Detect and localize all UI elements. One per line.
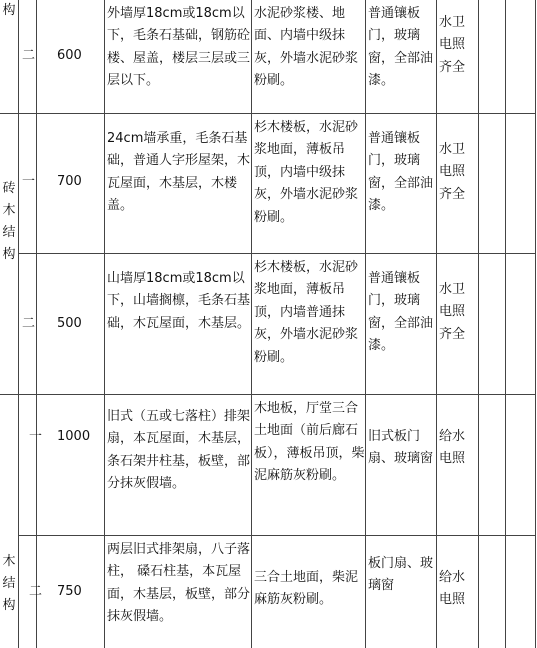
utilities-cell: 水卫电照齐全: [439, 282, 466, 342]
table-vline: [18, 0, 19, 648]
cost-cell: 500: [57, 316, 82, 331]
structure-cell: 旧式（五或七落柱）排架扇，本瓦屋面，木基层，条石架井柱基，板壁，部分抹灰假墙。: [107, 409, 251, 492]
table-vline: [104, 0, 105, 648]
table-vline: [436, 0, 437, 648]
structure-cell: 两层旧式排架扇，八子落柱， 磉石柱基，本瓦屋面，木基层，板壁，部分抹灰假墙。: [107, 542, 251, 625]
category-cell: 砖木结构: [2, 181, 16, 262]
structure-cell: 外墙厚18cm或18cm以下，毛条石基础，钢筋砼楼、屋盖，楼层三层或三层以下。: [107, 6, 251, 89]
finish-cell: 木地板，厅堂三合土地面（前后廊石板），薄板吊顶，柴泥麻筋灰粉刷。: [254, 401, 365, 484]
table-hline: [18, 535, 536, 536]
doors-cell: 板门扇、玻璃窗: [368, 556, 434, 594]
finish-cell: 杉木楼板，水泥砂浆地面，薄板吊顶，内墙普通抹灰，外墙水泥砂浆粉刷。: [254, 260, 359, 365]
table-vline: [365, 0, 366, 648]
utilities-cell: 水卫电照齐全: [439, 15, 466, 75]
category-cell: 木结构: [2, 554, 16, 613]
doors-cell: 普通镶板门，玻璃窗，全部油漆。: [368, 6, 434, 89]
table-hline: [0, 394, 536, 395]
table-hline: [18, 253, 536, 254]
grade-cell: 二: [29, 584, 43, 599]
grade-cell: 二: [22, 48, 36, 63]
grade-cell: 一: [22, 174, 36, 189]
cost-cell: 750: [57, 584, 82, 599]
utilities-cell: 给水电照: [439, 570, 466, 608]
doors-cell: 普通镶板门，玻璃窗，全部油漆。: [368, 271, 434, 354]
structure-cell: 24cm墙承重，毛条石基础，普通人字形屋架，木瓦屋面，木基层，木楼盖。: [107, 131, 251, 214]
finish-cell: 杉木楼板，水泥砂浆地面，薄板吊顶，内墙中级抹灰，外墙水泥砂浆粉刷。: [254, 120, 359, 225]
table-vline: [478, 0, 479, 648]
finish-cell: 三合土地面，柴泥麻筋灰粉刷。: [254, 570, 359, 608]
table-vline: [36, 0, 37, 648]
cost-cell: 600: [57, 48, 82, 63]
doors-cell: 旧式板门扇、玻璃窗: [368, 429, 434, 467]
grade-cell: 一: [29, 429, 43, 444]
table-vline: [505, 0, 506, 648]
structure-cell: 山墙厚18cm或18cm以下，山墙搁檩，毛条石基础，木瓦屋面，木基层。: [107, 271, 251, 331]
finish-cell: 水泥砂浆楼、地面、内墙中级抹灰，外墙水泥砂浆粉刷。: [254, 6, 359, 89]
table-vline: [535, 0, 536, 648]
cost-cell: 1000: [57, 429, 91, 444]
utilities-cell: 水卫电照齐全: [439, 142, 466, 202]
grade-cell: 二: [22, 316, 36, 331]
category-cell: 构: [2, 3, 16, 18]
table-hline: [0, 113, 536, 114]
utilities-cell: 给水电照: [439, 429, 466, 467]
cost-cell: 700: [57, 174, 82, 189]
doors-cell: 普通镶板门，玻璃窗，全部油漆。: [368, 131, 434, 214]
table-vline: [251, 0, 252, 648]
